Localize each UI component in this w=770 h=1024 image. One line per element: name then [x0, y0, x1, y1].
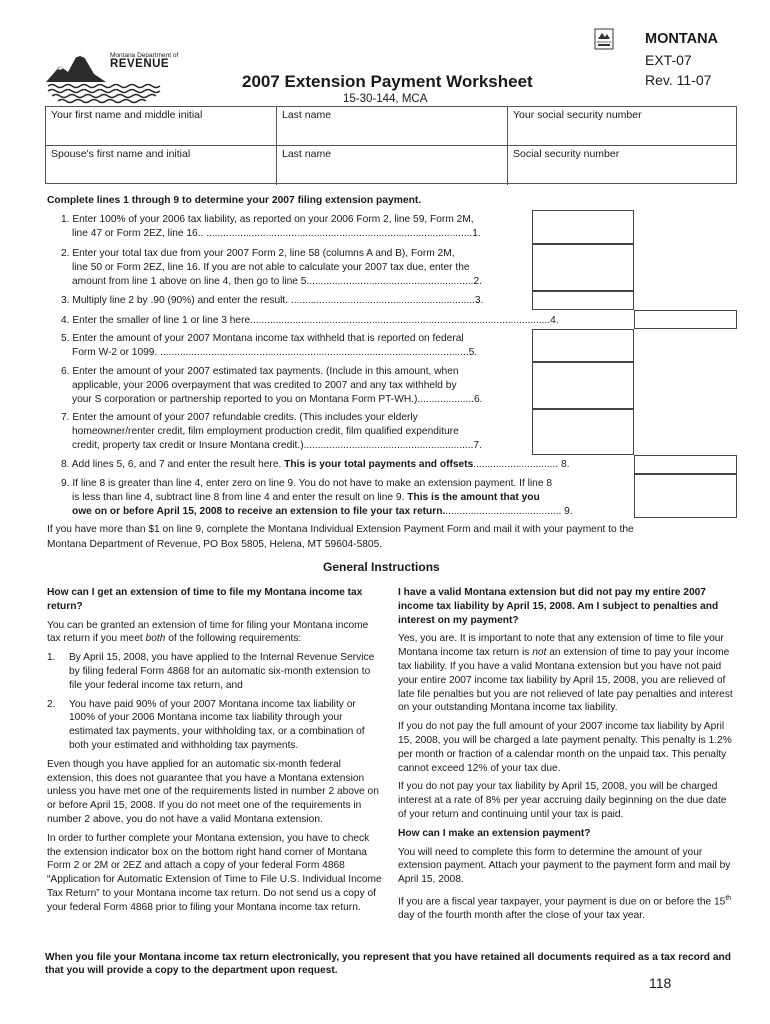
line-4-text: 4. Enter the smaller of line 1 or line 3 here..........................................................................................................4.: [61, 315, 559, 326]
line-7-amount-box[interactable]: [532, 409, 634, 455]
instructions-left-column: [47, 586, 384, 920]
line-2-amount-box[interactable]: [532, 244, 634, 291]
interest-note: If you do not pay your tax liability by April 15, 2008, you will be charged interest at a rate of 8% per year accruing daily beginning on the due date of your return and continuing until your tax is paid.: [398, 781, 727, 820]
requirement-2-number: 2.: [47, 698, 56, 710]
mca-citation: 15-30-144, MCA: [343, 93, 428, 105]
line-7-text-a: 7. Enter the amount of your 2007 refundable credits. (This includes your elderly: [61, 412, 418, 423]
question-payment: How can I make an extension payment?: [398, 827, 591, 839]
last-name-field[interactable]: Last name: [277, 107, 508, 145]
line-9-pre: is less than line 4, subtract line 8 from line 4 and enter the result on line 9.: [72, 492, 405, 503]
seal-label: MONTANA: [596, 40, 612, 44]
page-title: 2007 Extension Payment Worksheet: [242, 72, 533, 91]
mailing-instructions: [47, 523, 634, 552]
fiscal-pre: If you are a fiscal year taxpayer, your payment is due on or before the 15: [398, 896, 726, 908]
first-name-field[interactable]: Your first name and middle initial: [46, 107, 277, 145]
line-1-text-a: 1. Enter 100% of your 2006 tax liability, as reported on your 2006 Form 2, line 59, Form 2M,: [61, 214, 474, 225]
worksheet-lead: Complete lines 1 through 9 to determine your 2007 filing extension payment.: [47, 195, 422, 206]
fiscal-year-note: [398, 892, 736, 923]
fiscal-post: day of the fourth month after the close of your tax year.: [398, 910, 645, 922]
revenue-logo: [44, 36, 184, 116]
line-9-text-c: [72, 505, 573, 519]
electronic-filing-note: When you file your Montana income tax return electronically, you represent that you have retained all documents required as a tax record and that you will provide a copy to the department upon request.: [45, 952, 731, 976]
line-9-post: ......................................... 9.: [445, 506, 573, 517]
penalties-answer: [398, 632, 736, 715]
requirement-1-text: By April 15, 2008, you have applied to the Internal Revenue Service by filing federal Form 4868 for an automatic six-month extension to file your federal income tax return, and: [69, 652, 375, 691]
question-extension: How can I get an extension of time to file my Montana income tax return?: [47, 587, 363, 612]
line-8-amount-box[interactable]: [634, 455, 737, 474]
requirement-2: [47, 698, 384, 753]
line-8-text: [61, 458, 570, 472]
line-1-text-b: line 47 or Form 2EZ, line 16.. ..............................................................................................1.: [72, 228, 481, 239]
line-6-amount-box[interactable]: [532, 362, 634, 409]
instructions-right-column: [398, 586, 736, 928]
penalties-post: an extension of time to pay your income tax liability. If you have a valid Montana extension but you have not paid your entire 2007 income tax liability by April 15, 2008, you are relieved of late file penalties but you are not relieved of late pay penalties and interest on your outstanding Montana income tax liability.: [398, 647, 733, 714]
line-8-pre: 8. Add lines 5, 6, and 7 and enter the result here.: [61, 459, 282, 470]
line-9-bold-b: This is the amount that you: [407, 492, 540, 503]
state-seal: [594, 28, 614, 50]
federal-extension-note: Even though you have applied for an automatic six-month federal extension, this does not guarantee that you have a Montana extension unless you have met one of the requirements listed in number 2 above on or before April 15, 2008. If you do not meet one of the requirements in number 2 above, you do not have a valid Montana extension.: [47, 758, 379, 825]
penalties-pre: Yes, you are. It is important to note that any extension of time to file your Montana income tax return is: [398, 633, 724, 659]
requirement-1: [47, 651, 384, 692]
seal-icon: [594, 28, 614, 50]
line-9-text-a: 9. If line 8 is greater than line 4, enter zero on line 9. You do not have to make an extension payment. If line 8: [61, 478, 553, 489]
mailing-line-2: Montana Department of Revenue, PO Box 5805, Helena, MT 59604-5805.: [47, 538, 383, 550]
penalties-emphasis: not: [532, 647, 547, 659]
complete-extension-note: In order to further complete your Montana extension, you have to check the extension indicator box on the bottom right hand corner of Montana Form 2 or 2M or 2EZ and attach a copy of your federal Form 4868 “Application for Automatic Extension of Time to File U.S. Individual Income Tax Return” to your Montana income tax return. Do not send us a copy of your federal Form 4868 prior to filing your Montana income tax return.: [47, 832, 382, 913]
spouse-first-name-field[interactable]: Spouse's first name and initial: [46, 146, 277, 185]
requirement-1-number: 1.: [47, 652, 56, 664]
line-3-amount-box[interactable]: [532, 291, 634, 310]
line-6-text-a: 6. Enter the amount of your 2007 estimated tax payments. (Include in this amount, when: [61, 366, 459, 377]
payment-answer: You will need to complete this form to determine the amount of your extension payment. Attach your payment to the payment form and mail by April 15, 2008.: [398, 846, 731, 886]
req-intro-pre: You can be granted an extension of time for filing your Montana income tax return if you meet: [47, 619, 369, 645]
instructions-heading: General Instructions: [323, 560, 440, 574]
line-2-text-b: line 50 or Form 2EZ, line 16. If you are not able to calculate your 2007 tax due, enter the: [72, 262, 470, 273]
line-7-text-b: homeowner/renter credit, film employment production credit, film qualified expenditure: [72, 426, 459, 437]
taxpayer-row: [46, 107, 736, 146]
state-name: MONTANA: [645, 31, 719, 47]
line-9-bold-c: owe on or before April 15, 2008 to receive an extension to file your tax return.: [72, 506, 446, 517]
line-9-text-b: [72, 491, 540, 505]
line-1-amount-box[interactable]: [532, 210, 634, 244]
line-5-text-a: 5. Enter the amount of your 2007 Montana income tax withheld that is reported on federal: [61, 333, 464, 344]
form-id: EXT-07: [645, 52, 692, 68]
spouse-row: [46, 146, 736, 185]
line-5-amount-box[interactable]: [532, 329, 634, 362]
req-intro-post: of the following requirements:: [165, 633, 302, 645]
requirements-intro: [47, 619, 384, 647]
logo-revenue: REVENUE: [110, 58, 170, 70]
mailing-line-1: If you have more than $1 on line 9, complete the Montana Individual Extension Payment Form and mail it with your payment to the: [47, 524, 634, 535]
ssn-field[interactable]: Your social security number: [513, 109, 642, 121]
line-5-text-b: Form W-2 or 1099. .............................................................................................................5.: [72, 347, 478, 358]
taxpayer-id-table: [45, 106, 737, 184]
spouse-ssn-field[interactable]: Social security number: [513, 148, 620, 160]
line-7-text-c: credit, property tax credit or Insure Montana credit.)............................................................7.: [72, 440, 482, 451]
question-penalties: I have a valid Montana extension but did not pay my entire 2007 income tax liability by April 15, 2008. Am I subject to penalties and interest on my payment?: [398, 587, 719, 626]
line-8-bold: This is your total payments and offsets: [284, 459, 474, 470]
line-6-text-c: your S corporation or partnership reported to you on Montana Form PT-WH.)....................6.: [72, 394, 483, 405]
req-intro-emphasis: both: [145, 633, 166, 645]
page-number: 118: [649, 975, 672, 991]
line-6-text-b: applicable, your 2006 overpayment that was credited to 2007 and any tax withheld by: [72, 380, 457, 391]
mountain-logo-icon: [44, 36, 184, 116]
line-4-amount-box[interactable]: [634, 310, 737, 329]
line-9-amount-box[interactable]: [634, 474, 737, 518]
line-2-text-c: amount from line 1 above on line 4, then go to line 5...........................................................2.: [72, 276, 482, 287]
fiscal-sup: th: [725, 894, 732, 902]
line-8-post: .............................. 8.: [473, 459, 570, 470]
line-2-text-a: 2. Enter your total tax due from your 2007 Form 2, line 58 (columns A and B), Form 2M,: [61, 248, 455, 259]
revision-date: Rev. 11-07: [645, 72, 712, 88]
spouse-last-name-field[interactable]: Last name: [277, 146, 508, 185]
logo-department: Montana Department of: [110, 52, 179, 59]
requirement-2-text: You have paid 90% of your 2007 Montana income tax liability or 100% of your 2006 Montana income tax liability through your estimated tax payments, your withholding tax, or a combination of both your estimated and withholding tax payments.: [69, 698, 365, 751]
line-3-text: 3. Multiply line 2 by .90 (90%) and enter the result. .................................................................3.: [61, 295, 484, 306]
late-payment-penalty: If you do not pay the full amount of your 2007 income tax liability by April 15, 2008, you will be charged a late payment penalty. This penalty is 1.2% per month or fraction of a calendar month on the unpaid tax. This penalty cannot exceed 12% of your tax due.: [398, 721, 732, 774]
